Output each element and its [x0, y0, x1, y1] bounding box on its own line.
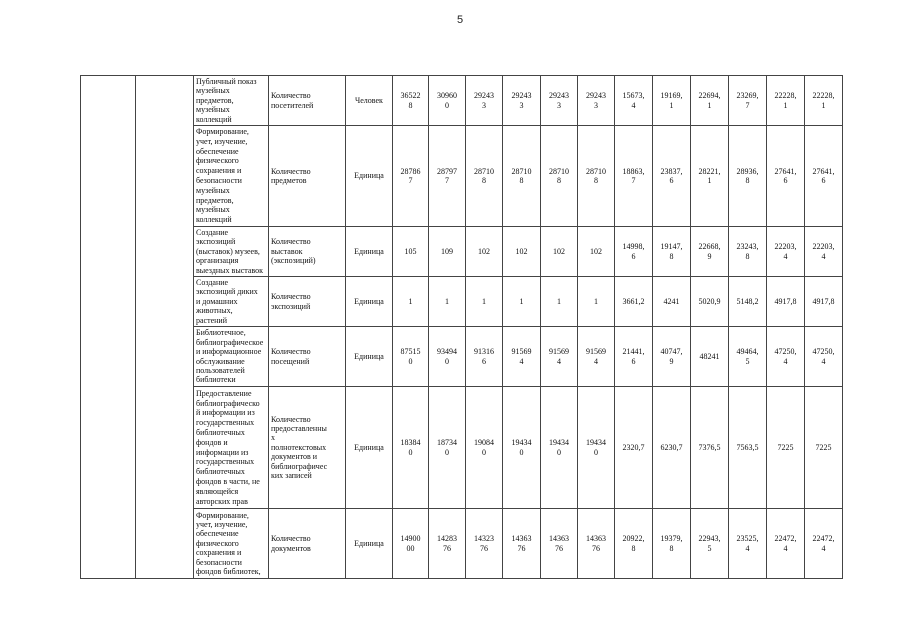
value-cell: 23269, 7 — [729, 76, 767, 126]
unit-cell: Единица — [346, 387, 393, 509]
value-cell: 22668, 9 — [691, 227, 729, 277]
empty-cell — [81, 76, 136, 579]
value-cell: 1 — [466, 277, 503, 327]
value-cell: 91569 4 — [541, 327, 578, 387]
value-cell: 22943, 5 — [691, 509, 729, 579]
value-cell: 21441, 6 — [615, 327, 653, 387]
value-cell: 5148,2 — [729, 277, 767, 327]
indicator-cell: Количество документов — [269, 509, 346, 579]
value-cell: 14900 00 — [393, 509, 429, 579]
value-cell: 18384 0 — [393, 387, 429, 509]
value-cell: 109 — [429, 227, 466, 277]
value-cell: 28710 8 — [503, 126, 541, 227]
value-cell: 3661,2 — [615, 277, 653, 327]
value-cell: 19084 0 — [466, 387, 503, 509]
value-cell: 6230,7 — [653, 387, 691, 509]
value-cell: 28786 7 — [393, 126, 429, 227]
value-cell: 93494 0 — [429, 327, 466, 387]
value-cell: 14998, 6 — [615, 227, 653, 277]
value-cell: 19169, 1 — [653, 76, 691, 126]
value-cell: 14363 76 — [541, 509, 578, 579]
value-cell: 22203, 4 — [767, 227, 805, 277]
service-name-cell: Создание экспозиций (выставок) музеев, организация выездных выставок — [194, 227, 269, 277]
indicator-cell: Количество посещений — [269, 327, 346, 387]
indicator-cell: Количество предметов — [269, 126, 346, 227]
value-cell: 40747, 9 — [653, 327, 691, 387]
services-table — [80, 75, 843, 579]
value-cell: 4917,8 — [767, 277, 805, 327]
value-cell: 19147, 8 — [653, 227, 691, 277]
indicator-cell: Количество посетителей — [269, 76, 346, 126]
service-name-cell: Публичный показ музейных предметов, музейных коллекций — [194, 76, 269, 126]
value-cell: 49464, 5 — [729, 327, 767, 387]
value-cell: 22228, 1 — [767, 76, 805, 126]
table-row — [81, 76, 843, 126]
value-cell: 15673, 4 — [615, 76, 653, 126]
value-cell: 7225 — [805, 387, 843, 509]
table-row — [81, 277, 843, 327]
value-cell: 27641, 6 — [767, 126, 805, 227]
indicator-cell: Количество экспозиций — [269, 277, 346, 327]
indicator-cell: Количество предоставленны х полнотекстовых документов и библиографичес ких записей — [269, 387, 346, 509]
value-cell: 19434 0 — [503, 387, 541, 509]
value-cell: 47250, 4 — [805, 327, 843, 387]
unit-cell: Единица — [346, 227, 393, 277]
value-cell: 91316 6 — [466, 327, 503, 387]
value-cell: 4241 — [653, 277, 691, 327]
value-cell: 28710 8 — [466, 126, 503, 227]
value-cell: 48241 — [691, 327, 729, 387]
value-cell: 29243 3 — [541, 76, 578, 126]
value-cell: 1 — [541, 277, 578, 327]
value-cell: 20922, 8 — [615, 509, 653, 579]
value-cell: 28710 8 — [578, 126, 615, 227]
value-cell: 102 — [503, 227, 541, 277]
value-cell: 22228, 1 — [805, 76, 843, 126]
value-cell: 5020,9 — [691, 277, 729, 327]
value-cell: 7376,5 — [691, 387, 729, 509]
value-cell: 30960 0 — [429, 76, 466, 126]
value-cell: 1 — [393, 277, 429, 327]
service-name-cell: Создание экспозиций диких и домашних животных, растений — [194, 277, 269, 327]
value-cell: 47250, 4 — [767, 327, 805, 387]
value-cell: 18863, 7 — [615, 126, 653, 227]
value-cell: 7225 — [767, 387, 805, 509]
value-cell: 28936, 8 — [729, 126, 767, 227]
service-name-cell: Формирование, учет, изучение, обеспечение физического сохранения и безопасности музейных предметов, музейных коллекций — [194, 126, 269, 227]
value-cell: 1 — [578, 277, 615, 327]
service-name-cell: Предоставление библиографическо й информации из государственных библиотечных фондов и информации из государственных библиотечных фондов в части, не являющейся авторских прав — [194, 387, 269, 509]
value-cell: 19434 0 — [541, 387, 578, 509]
unit-cell: Человек — [346, 76, 393, 126]
value-cell: 29243 3 — [503, 76, 541, 126]
value-cell: 23837, 6 — [653, 126, 691, 227]
value-cell: 91569 4 — [503, 327, 541, 387]
value-cell: 14323 76 — [466, 509, 503, 579]
value-cell: 22472, 4 — [767, 509, 805, 579]
value-cell: 19379, 8 — [653, 509, 691, 579]
service-name-cell: Формирование, учет, изучение, обеспечение физического сохранения и безопасности фондов библиотек, — [194, 509, 269, 579]
value-cell: 2320,7 — [615, 387, 653, 509]
value-cell: 4917,8 — [805, 277, 843, 327]
value-cell: 28221, 1 — [691, 126, 729, 227]
value-cell: 14363 76 — [503, 509, 541, 579]
value-cell: 7563,5 — [729, 387, 767, 509]
value-cell: 102 — [466, 227, 503, 277]
value-cell: 87515 0 — [393, 327, 429, 387]
value-cell: 102 — [578, 227, 615, 277]
value-cell: 23243, 8 — [729, 227, 767, 277]
value-cell: 14363 76 — [578, 509, 615, 579]
value-cell: 28710 8 — [541, 126, 578, 227]
unit-cell: Единица — [346, 509, 393, 579]
table-row — [81, 327, 843, 387]
value-cell: 29243 3 — [578, 76, 615, 126]
unit-cell: Единица — [346, 126, 393, 227]
value-cell: 105 — [393, 227, 429, 277]
value-cell: 19434 0 — [578, 387, 615, 509]
value-cell: 18734 0 — [429, 387, 466, 509]
service-name-cell: Библиотечное, библиографическое и информационное обслуживание пользователей библиотеки — [194, 327, 269, 387]
value-cell: 28797 7 — [429, 126, 466, 227]
page-number: 5 — [456, 14, 464, 26]
value-cell: 23525, 4 — [729, 509, 767, 579]
value-cell: 22694, 1 — [691, 76, 729, 126]
value-cell: 22203, 4 — [805, 227, 843, 277]
table-row — [81, 509, 843, 579]
value-cell: 36522 8 — [393, 76, 429, 126]
indicator-cell: Количество выставок (экспозиций) — [269, 227, 346, 277]
value-cell: 91569 4 — [578, 327, 615, 387]
value-cell: 14283 76 — [429, 509, 466, 579]
unit-cell: Единица — [346, 327, 393, 387]
value-cell: 1 — [503, 277, 541, 327]
unit-cell: Единица — [346, 277, 393, 327]
table-row — [81, 126, 843, 227]
value-cell: 22472, 4 — [805, 509, 843, 579]
value-cell: 29243 3 — [466, 76, 503, 126]
value-cell: 1 — [429, 277, 466, 327]
value-cell: 102 — [541, 227, 578, 277]
table-row — [81, 387, 843, 509]
value-cell: 27641, 6 — [805, 126, 843, 227]
table-row — [81, 227, 843, 277]
empty-cell — [136, 76, 194, 579]
